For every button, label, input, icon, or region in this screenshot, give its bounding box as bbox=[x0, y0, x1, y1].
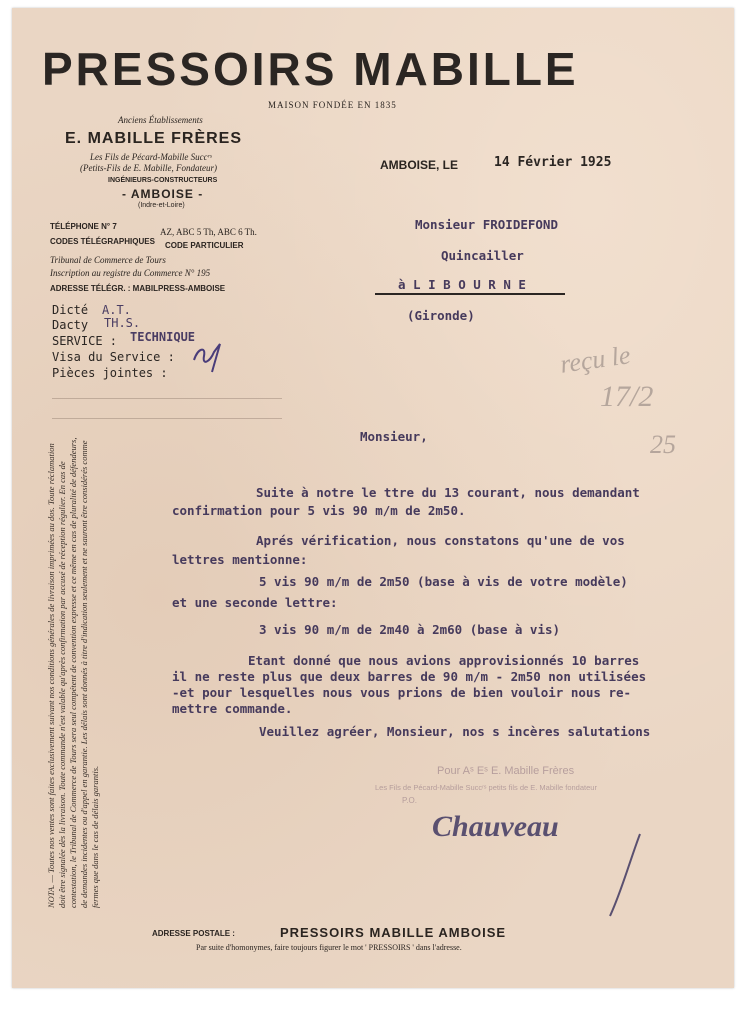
company-title: PRESSOIRS MABILLE bbox=[42, 43, 579, 95]
body-line: lettres mentionne: bbox=[172, 552, 308, 567]
phone-line: TÉLÉPHONE N° 7 bbox=[50, 222, 117, 231]
received-annotation: reçu le bbox=[558, 340, 633, 379]
body-line: -et pour lesquelles nous vous prions de bien vouloir nous re- bbox=[172, 685, 632, 700]
tribunal-line: Tribunal de Commerce de Tours bbox=[50, 255, 166, 265]
divider bbox=[52, 398, 282, 399]
pieces-label: Pièces jointes : bbox=[52, 366, 168, 380]
dicte-label: Dicté bbox=[52, 303, 89, 317]
body-line: Suite à notre le ttre du 13 courant, nous demandant bbox=[256, 485, 640, 500]
founded-line: MAISON FONDÉE EN 1835 bbox=[268, 100, 397, 110]
received-year: 25 bbox=[650, 430, 676, 459]
recipient-city: à L I B O U R N E bbox=[398, 277, 526, 292]
stamp-line: Pour Aˢ Eˢ E. Mabille Frères bbox=[437, 765, 575, 777]
date-value: 14 Février 1925 bbox=[494, 155, 612, 170]
body-line: 3 vis 90 m/m de 2m40 à 2m60 (base à vis) bbox=[259, 622, 561, 637]
registry-line: Inscription au registre du Commerce N° 195 bbox=[50, 268, 211, 278]
body-line: mettre commande. bbox=[172, 701, 293, 716]
city-underline bbox=[375, 293, 565, 295]
city-line: - AMBOISE - bbox=[122, 187, 204, 201]
dacty-value: TH.S. bbox=[104, 316, 141, 330]
sons-line: Les Fils de Pécard-Mabille Succʳˢ bbox=[90, 152, 212, 162]
grandsons-line: (Petits-Fils de E. Mabille, Fondateur) bbox=[80, 163, 217, 173]
footer-label: ADRESSE POSTALE : bbox=[152, 929, 235, 938]
recipient-name: Monsieur FROIDEFOND bbox=[415, 217, 558, 232]
stamp-line: P.O. bbox=[402, 796, 417, 805]
private-code: CODE PARTICULIER bbox=[165, 241, 244, 250]
closing-line: Veuillez agréer, Monsieur, nos s incères salutations bbox=[259, 724, 651, 739]
codes-value: AZ, ABC 5 Th, ABC 6 Th. bbox=[160, 227, 257, 237]
signature: Chauveau bbox=[432, 810, 559, 843]
recipient-region: (Gironde) bbox=[407, 308, 475, 323]
company-name: E. MABILLE FRÈRES bbox=[65, 130, 243, 147]
divider bbox=[52, 418, 282, 419]
former-establishments: Anciens Établissements bbox=[118, 115, 203, 125]
body-line: et une seconde lettre: bbox=[172, 595, 338, 610]
signature-stroke bbox=[600, 830, 660, 920]
dacty-label: Dacty bbox=[52, 318, 89, 332]
received-date: 17/2 bbox=[600, 380, 654, 413]
dicte-value: A.T. bbox=[102, 303, 131, 317]
body-line: confirmation pour 5 vis 90 m/m de 2m50. bbox=[172, 503, 466, 518]
visa-label: Visa du Service : bbox=[52, 350, 175, 364]
body-line: il ne reste plus que deux barres de 90 m/m - 2m50 non utilisées bbox=[172, 669, 647, 684]
codes-label: CODES TÉLÉGRAPHIQUES bbox=[50, 237, 155, 246]
service-label: SERVICE : bbox=[52, 334, 118, 348]
date-place: AMBOISE, LE bbox=[380, 158, 459, 172]
body-line: Aprés vérification, nous constatons qu'une de vos bbox=[256, 533, 625, 548]
service-value: TECHNIQUE bbox=[130, 330, 196, 344]
body-line: 5 vis 90 m/m de 2m50 (base à vis de votre modèle) bbox=[259, 574, 628, 589]
salutation: Monsieur, bbox=[360, 429, 428, 444]
nota-terms: NOTA. — Toutes nos ventes sont faites exclusivement suivant nos conditions générales de livraison imprimées au dos. Toute réclamation doit être signalée dès la livraison. Toute commande n'est valable qu'après confirmation par accusé de réception régulier. En cas de contestation, le Tribunal de Commerce de Tours sera seul compétent de convention expresse et ce même en cas de pluralité de défendeurs, de demandes incidentes ou d'appel en garantie. Les délais sont donnés à titre d'indication seulement et ne sauront être considérés comme fermes que dans le cas de délais garantis. bbox=[46, 437, 100, 908]
visa-initials bbox=[190, 338, 230, 374]
recipient-trade: Quincailler bbox=[441, 248, 524, 263]
dept-line: (Indre-et-Loire) bbox=[138, 202, 185, 209]
telegram-address: ADRESSE TÉLÉGR. : MABILPRESS-AMBOISE bbox=[50, 284, 226, 293]
footer-note: Par suite d'homonymes, faire toujours figurer le mot ' PRESSOIRS ' dans l'adresse. bbox=[196, 943, 462, 952]
footer-address: PRESSOIRS MABILLE AMBOISE bbox=[280, 925, 507, 940]
stamp-line: Les Fils de Pécard-Mabille Succʳˢ petits fils de E. Mabille fondateur bbox=[375, 783, 597, 792]
body-line: Etant donné que nous avions approvisionnés 10 barres bbox=[248, 653, 640, 668]
role-line: INGÉNIEURS-CONSTRUCTEURS bbox=[108, 177, 218, 184]
